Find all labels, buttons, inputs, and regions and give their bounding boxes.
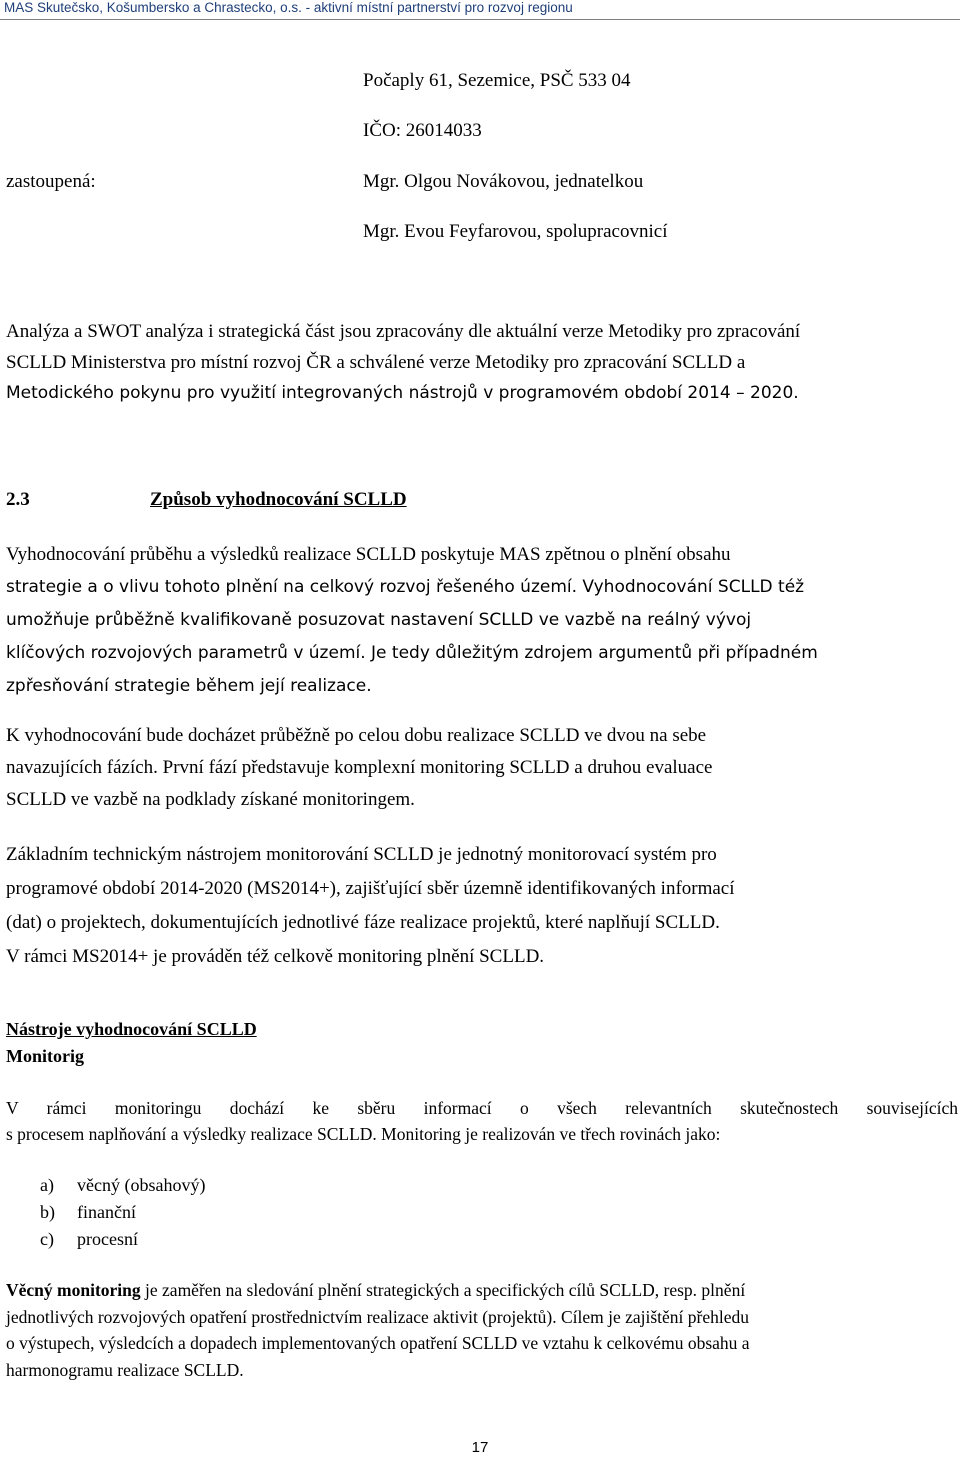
p3-line-4: V rámci MS2014+ je prováděn též celkově monitoring plnění SCLLD. (6, 946, 545, 967)
list-marker: c) (40, 1229, 54, 1249)
page-number: 17 (471, 1439, 489, 1456)
p5-bold-term: Věcný monitoring (6, 1280, 141, 1300)
represented-label: zastoupená: (6, 171, 96, 192)
section-number: 2.3 (6, 489, 30, 510)
intro-line-3: Metodického pokynu pro využití integrovaných nástrojů v programovém období 2014 – 2020. (6, 383, 799, 403)
intro-line-2: SCLLD Ministerstva pro místní rozvoj ČR a schválené verze Metodiky pro zpracování SCLLD a (6, 352, 746, 373)
representative-1: Mgr. Olgou Novákovou, jednatelkou (363, 171, 644, 192)
p3-line-2: programové období 2014-2020 (MS2014+), zajišťující sběr územně identifikovaných informací (6, 878, 735, 899)
p5-line-3: o výstupech, výsledcích a dopadech implementovaných opatření SCLLD ve vztahu k celkovému obsahu a (6, 1333, 750, 1353)
p1-line-3: umožňuje průběžně kvalifikovaně posuzovat nastavení SCLLD ve vazbě na reálný vývoj (6, 610, 752, 630)
p5-line-1 (6, 1277, 958, 1304)
p5-line-1-rest: je zaměřen na sledování plnění strategických a specifických cílů SCLLD, resp. plnění (140, 1280, 746, 1300)
section-title: Způsob vyhodnocování SCLLD (150, 489, 407, 510)
list-item (40, 1226, 205, 1253)
representative-2: Mgr. Evou Feyfarovou, spolupracovnicí (363, 221, 668, 242)
p4-line-2: s procesem naplňování a výsledky realizace SCLLD. Monitoring je realizován ve třech rovinách jako: (6, 1124, 721, 1144)
monitoring-levels-list (40, 1172, 205, 1253)
tools-title: Nástroje vyhodnocování SCLLD (6, 1019, 257, 1039)
p1-line-1: Vyhodnocování průběhu a výsledků realizace SCLLD poskytuje MAS zpětnou o plnění obsahu (6, 544, 731, 565)
p3-line-3: (dat) o projektech, dokumentujících jednotlivé fáze realizace projektů, které naplňují SCLLD. (6, 912, 720, 933)
p2-line-1: K vyhodnocování bude docházet průběžně po celou dobu realizace SCLLD ve dvou na sebe (6, 725, 707, 746)
section-heading (6, 489, 407, 511)
list-item (40, 1172, 205, 1199)
p1-line-4: klíčových rozvojových parametrů v území. Je tedy důležitým zdrojem argumentů při případném (6, 643, 818, 663)
p2-line-3: SCLLD ve vazbě na podklady získané monitoringem. (6, 789, 415, 810)
intro-line-1: Analýza a SWOT analýza i strategická část jsou zpracovány dle aktuální verze Metodiky pro zpracování (6, 321, 801, 342)
list-item-text: procesní (77, 1229, 138, 1249)
address-street: Počaply 61, Sezemice, PSČ 533 04 (363, 70, 631, 91)
p5-line-4: harmonogramu realizace SCLLD. (6, 1359, 244, 1380)
paragraph-monitoring-levels (6, 1095, 958, 1147)
paragraph-phases (6, 720, 958, 816)
address-ico: IČO: 26014033 (363, 120, 482, 141)
p1-line-5: zpřesňování strategie během její realizace. (6, 676, 372, 696)
list-item-text: věcný (obsahový) (77, 1175, 206, 1195)
p4-line-1: V rámci monitoringu dochází ke sběru informací o všech relevantních skutečnostech souvisejících (6, 1098, 958, 1118)
intro-paragraph (6, 316, 958, 409)
tools-heading (6, 1016, 257, 1070)
page-header (0, 0, 960, 20)
paragraph-factual-monitoring (6, 1277, 958, 1383)
tools-subtitle: Monitorig (6, 1046, 84, 1066)
list-item-text: finanční (77, 1202, 136, 1222)
header-text: MAS Skutečsko, Košumbersko a Chrastecko, o.s. - aktivní místní partnerství pro rozvoj regionu (4, 0, 573, 15)
p2-line-2: navazujících fázích. První fází představuje komplexní monitoring SCLLD a druhou evaluace (6, 757, 713, 778)
list-marker: b) (40, 1202, 55, 1222)
list-item (40, 1199, 205, 1226)
paragraph-evaluation (6, 538, 958, 703)
p5-line-2: jednotlivých rozvojových opatření prostřednictvím realizace aktivit (projektů). Cílem je zajištění přehledu (6, 1306, 750, 1327)
p3-line-1: Základním technickým nástrojem monitorování SCLLD je jednotný monitorovací systém pro (6, 844, 717, 865)
list-marker: a) (40, 1175, 54, 1195)
paragraph-monitoring-system (6, 838, 958, 974)
p1-line-2: strategie a o vlivu tohoto plnění na celkový rozvoj řešeného území. Vyhodnocování SCLLD též (6, 577, 805, 597)
